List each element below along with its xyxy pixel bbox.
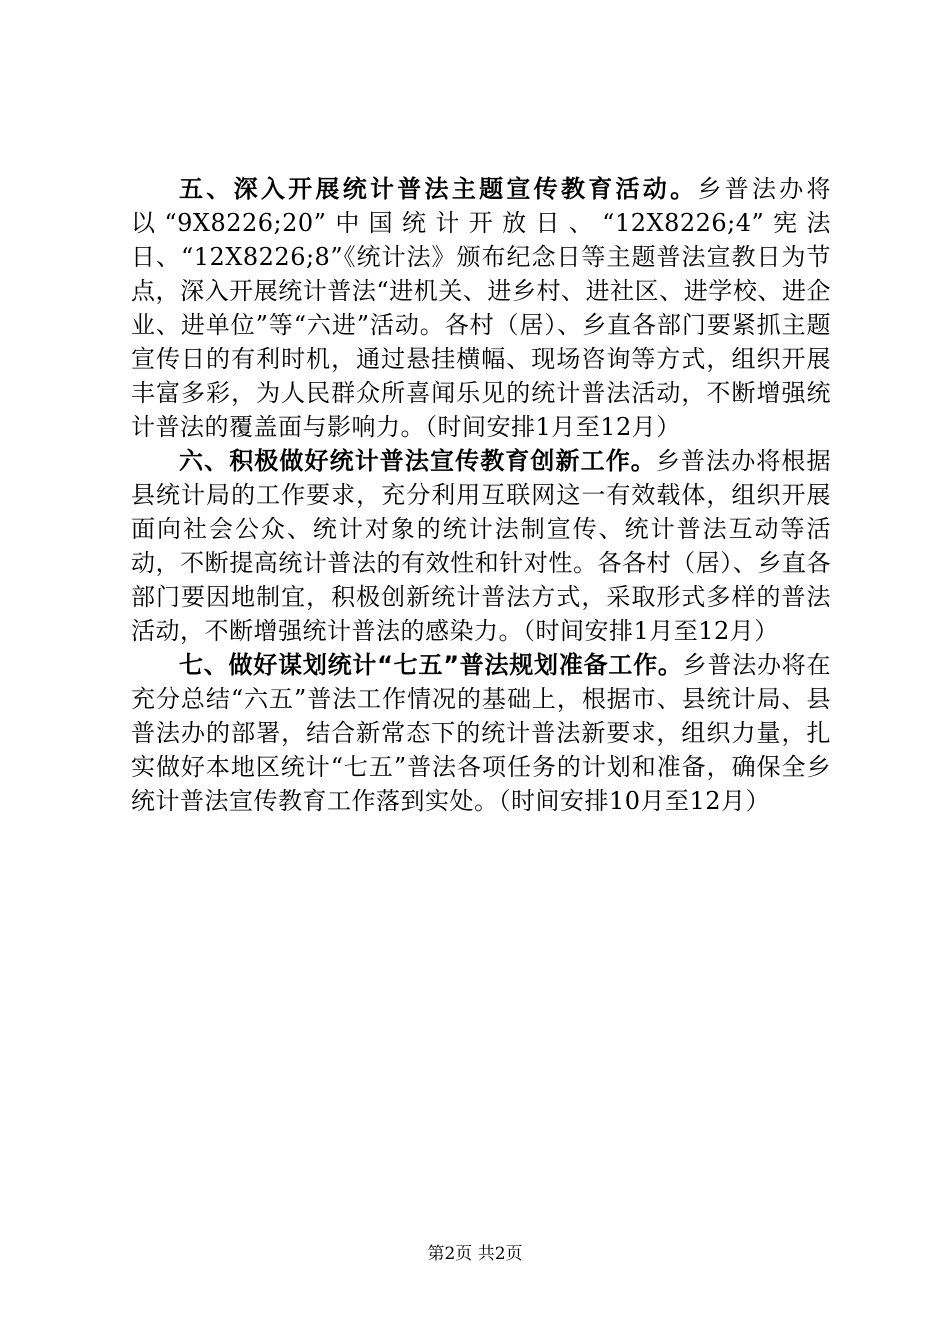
paragraph-heading: 七、做好谋划统计“七五”普法规划准备工作。 [179,651,683,679]
paragraph-seven [131,648,831,818]
paragraph-text: 乡普法办将在充分总结“六五”普法工作情况的基础上，根据市、县统计局、县普法办的部署，结合新常态下的统计普法新要求，组织力量，扎实做好本地区统计“七五”普法各项任务的计划和准备，确保全乡统计普法宣传教育工作落到实处。（时间安排10月至12月） [131,651,832,815]
page-number: 第2页 共2页 [427,1244,523,1264]
page-footer [0,1243,950,1265]
document-body [131,172,831,818]
paragraph-five [131,172,831,444]
paragraph-text: 乡普法办将根据县统计局的工作要求，充分利用互联网这一有效载体，组织开展面向社会公众、统计对象的统计法制宣传、统计普法互动等活动，不断提高统计普法的有效性和针对性。各各村（居）、乡直各部门要因地制宜，积极创新统计普法方式，采取形式多样的普法活动，不断增强统计普法的感染力。（时间安排1月至12月） [131,447,832,645]
paragraph-text: 乡普法办将以“9X8226;20”中国统计开放日、“12X8226;4”宪法日、“12X8226;8”《统计法》颁布纪念日等主题普法宣教日为节点，深入开展统计普法“进机关、进乡村、进社区、进学校、进企业、进单位”等“六进”活动。各村（居）、乡直各部门要紧抓主题宣传日的有利时机，通过悬挂横幅、现场咨询等方式，组织开展丰富多彩，为人民群众所喜闻乐见的统计普法活动，不断增强统计普法的覆盖面与影响力。（时间安排1月至12月） [131,175,832,441]
paragraph-heading: 五、深入开展统计普法主题宣传教育活动。 [179,175,698,203]
paragraph-six [131,444,831,648]
paragraph-heading: 六、积极做好统计普法宣传教育创新工作。 [179,447,656,475]
